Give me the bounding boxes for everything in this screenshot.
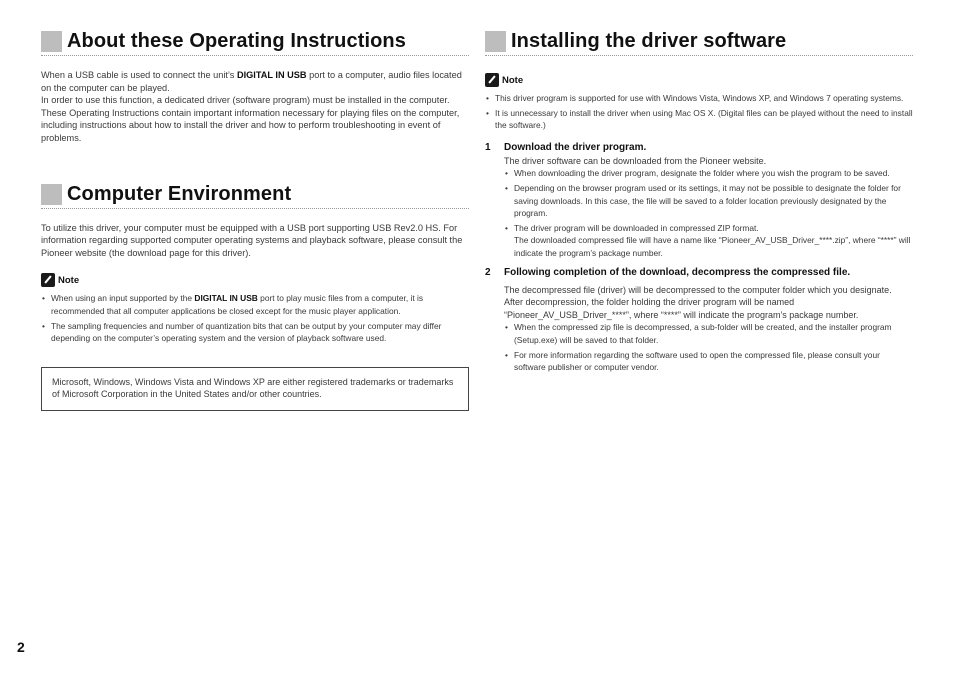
- page-number: 2: [17, 639, 25, 655]
- step-1-body: [485, 155, 913, 260]
- step-1-heading: [485, 142, 913, 153]
- right-column: [485, 30, 913, 376]
- step-1-list: [504, 167, 913, 259]
- step-2-text-2: After decompression, the folder holding the driver program will be named “Pioneer_AV_USB_Driver_****”, where “****” will indicate the program’s package number.: [504, 297, 859, 320]
- computer-body: [41, 222, 469, 411]
- section-title-about: About these Operating Instructions: [67, 30, 406, 52]
- step-number: 1: [485, 141, 491, 153]
- digital-in-usb-label: DIGITAL IN USB: [194, 293, 258, 304]
- about-p1-text-end: port to a computer, audio files located on the computer can be played.: [41, 70, 462, 93]
- step-2-body: [485, 284, 913, 374]
- computer-paragraph: To utilize this driver, your computer must be equipped with a USB port supporting USB Rev2.0 HS. For information regarding supported computer operating systems and playback software, please consult the Pioneer website (the download page for this driver).: [41, 222, 463, 258]
- list-item: [504, 222, 913, 260]
- computer-note-list: [41, 292, 469, 344]
- list-item: • It is unnecessary to install the driver when using Mac OS X. (Digital files can be played without the need to install the software.): [485, 107, 913, 132]
- step-title: Download the driver program.: [504, 141, 647, 153]
- step-2-heading: [485, 267, 913, 278]
- heading-square-icon: [41, 184, 62, 205]
- list-item: • When downloading the driver program, designate the folder where you wish the program to be saved.: [504, 167, 913, 180]
- about-paragraph-2: In order to use this function, a dedicated driver (software program) must be installed in the computer. These Operating Instructions contain important information necessary for playing files on the computer, including instructions about how to install the driver and how to perform troubleshooting in event of problems.: [41, 95, 460, 143]
- bullet-text: The driver program will be downloaded in compressed ZIP format.: [514, 222, 759, 233]
- about-paragraph-1: [41, 69, 469, 94]
- step-number: 2: [485, 266, 491, 278]
- list-item: • For more information regarding the software used to open the compressed file, please consult your software publisher or computer vendor.: [504, 349, 913, 374]
- trademark-box: [41, 367, 469, 411]
- note-heading: [41, 273, 469, 287]
- note-heading: [485, 73, 913, 87]
- left-column: [41, 30, 469, 411]
- list-item: • The sampling frequencies and number of quantization bits that can be output by your computer may differ depending on the computer’s operating system and the version of playback software used.: [41, 320, 469, 345]
- section-heading-about: [41, 30, 469, 56]
- trademark-text: Microsoft, Windows, Windows Vista and Windows XP are either registered trademarks or trademarks of Microsoft Corporation in the United States and/or other countries.: [52, 376, 454, 400]
- step-2-list: [504, 321, 913, 373]
- step-2-text-1: The decompressed file (driver) will be decompressed to the computer folder which you designate.: [504, 284, 892, 295]
- section-title-computer: Computer Environment: [67, 182, 292, 205]
- about-body: [41, 69, 469, 145]
- note-label: Note: [502, 74, 524, 86]
- note-pencil-icon: [41, 273, 55, 287]
- heading-square-icon: [485, 31, 506, 52]
- note-label: Note: [58, 274, 80, 286]
- install-note-list: [485, 92, 913, 132]
- note-pencil-icon: [485, 73, 499, 87]
- list-item: • When the compressed zip file is decompressed, a sub-folder will be created, and the installer program (Setup.exe) will be saved to that folder.: [504, 321, 913, 346]
- bullet-text: When using an input supported by the: [51, 293, 195, 304]
- digital-in-usb-label: DIGITAL IN USB: [236, 70, 307, 80]
- about-p1-text: When a USB cable is used to connect the unit’s: [41, 70, 237, 80]
- list-item: • This driver program is supported for use with Windows Vista, Windows XP, and Windows 7 operating systems.: [485, 92, 913, 105]
- step-title: Following completion of the download, decompress the compressed file.: [504, 266, 851, 278]
- section-heading-installing: [485, 30, 913, 56]
- step-1-text: The driver software can be downloaded from the Pioneer website.: [504, 155, 767, 166]
- heading-square-icon: [41, 31, 62, 52]
- list-item: [41, 292, 469, 317]
- bullet-text-end: port to play music files from a computer, it is recommended that all computer applications be closed except for the music player application.: [51, 293, 424, 316]
- bullet-text-2: The downloaded compressed file will have a name like “Pioneer_AV_USB_Driver_****.zip”, where “****” will indicate the program’s package number.: [514, 235, 911, 258]
- section-title-installing: Installing the driver software: [511, 30, 787, 52]
- section-heading-computer: [41, 183, 469, 209]
- list-item: • Depending on the browser program used or its settings, it may not be possible to designate the folder for saving downloads. In this case, the file will be saved to a folder location previously designated by the program.: [504, 182, 913, 220]
